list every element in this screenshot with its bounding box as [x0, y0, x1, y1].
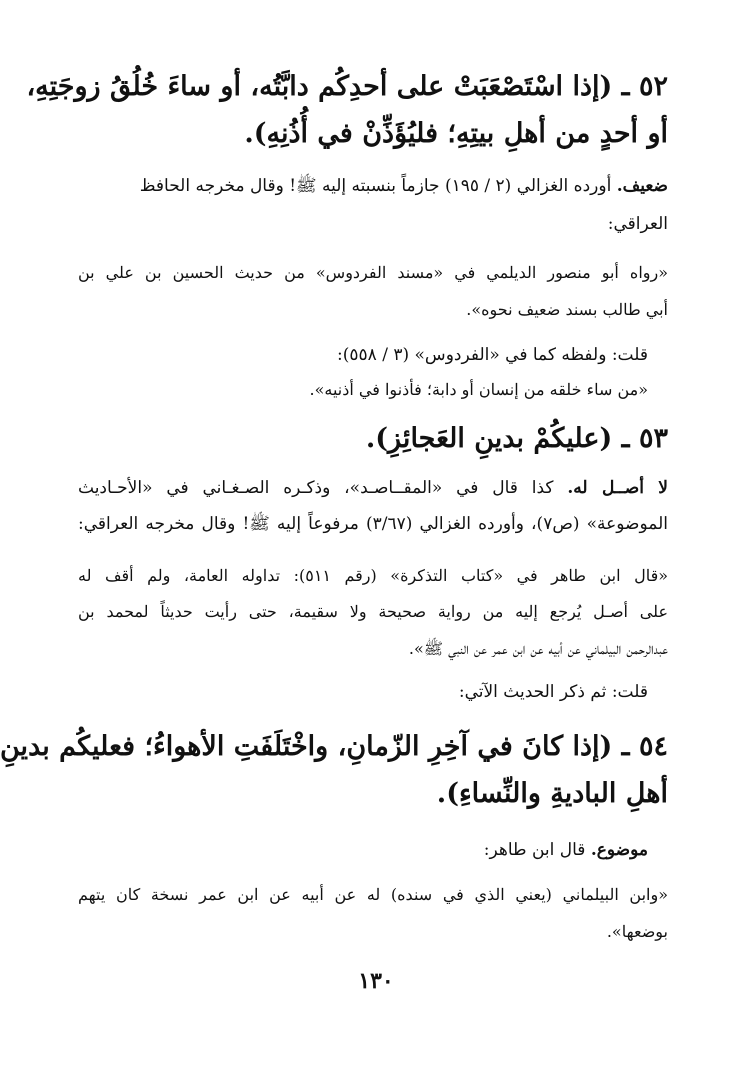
hadith-52-quote-line-1: «رواه أبو منصور الديلمي في «مسند الفردوس» من حديث الحسين بن علي بن: [78, 263, 668, 282]
hadith-54-heading-line-2: أهلِ الباديةِ والنِّساءِ).: [436, 778, 668, 809]
hadith-53-quote-line-1: «قال ابن طاهر في «كتاب التذكرة» (رقم ٥١١): تداوله العامة، ولم أقف له: [78, 566, 669, 585]
page-number: ١٣٠: [358, 968, 394, 994]
hadith-52-quote-line-2: أبي طالب بسند ضعيف نحوه».: [466, 300, 668, 319]
hadith-54-quote-line-1: «وابن البيلماني (يعني الذي في سنده) له عن أبيه عن ابن عمر نسخة كان يتهم: [78, 885, 668, 904]
hadith-52-heading-line-2: أو أحدٍ من أهلِ بيتِهِ؛ فليُؤَذِّنْ في أُذُنِهِ).: [244, 118, 668, 149]
hadith-54-note-line: [78, 840, 648, 861]
hadith-52-note-line-1: [78, 176, 668, 197]
hadith-52-text-line: «من ساء خلقه من إنسان أو دابة؛ فأذنوا في أذنيه».: [309, 380, 648, 399]
hadith-52-note-text: أورده الغزالي (٢ / ١٩٥) جازماً بنسبته إليه ﷺ! وقال مخرجه الحافظ: [139, 176, 612, 196]
hadith-52-note-line-2: العراقي:: [607, 214, 668, 234]
hadith-54-note-text: قال ابن طاهر:: [483, 840, 586, 860]
hadith-54-grade: موضوع.: [590, 840, 648, 860]
hadith-52-heading-line-1: ٥٢ ـ (إذا اسْتَصْعَبَتْ على أحدِكُم دابَّتُه، أو ساءَ خُلُقُ زوجَتِهِ،: [26, 71, 668, 102]
hadith-53-heading: ٥٣ ـ (عليكُمْ بدينِ العَجائِزِ).: [365, 423, 668, 454]
hadith-54-quote-line-2: بوضعها».: [606, 922, 668, 941]
hadith-53-quote-line-2: على أصـل يُرجع إليه من رواية صحيحة ولا سقيمة، حتى رأيت حديثاً لمحمد بن: [78, 602, 668, 621]
hadith-53-note-text: كذا قال في «المقــاصـد»، وذكـره الصـغـاني في «الأحـاديث: [78, 478, 554, 498]
hadith-54-heading-line-1: ٥٤ ـ (إذا كانَ في آخِرِ الزّمانِ، واخْتَلَفَتِ الأهواءُ؛ فعليكُم بدينِ: [0, 731, 668, 762]
hadith-53-qult-line: قلت: ثم ذكر الحديث الآتي:: [458, 682, 648, 702]
hadith-52-qult-line: قلت: ولفظه كما في «الفردوس» (٣ / ٥٥٨):: [337, 345, 648, 365]
hadith-53-quote-line-3: عبدالرحمن البيلماني عن أبيه عن ابن عمر عن النبي ﷺ».: [408, 639, 668, 658]
hadith-52-grade: ضعيف.: [616, 176, 668, 196]
hadith-53-note-line-1: [78, 478, 668, 499]
hadith-53-note-line-2: الموضوعة» (ص٧)، وأورده الغزالي (٣/٦٧) مرفوعاً إليه ﷺ! وقال مخرجه العراقي:: [78, 514, 668, 534]
hadith-53-grade: لا أصــل له.: [567, 478, 668, 498]
